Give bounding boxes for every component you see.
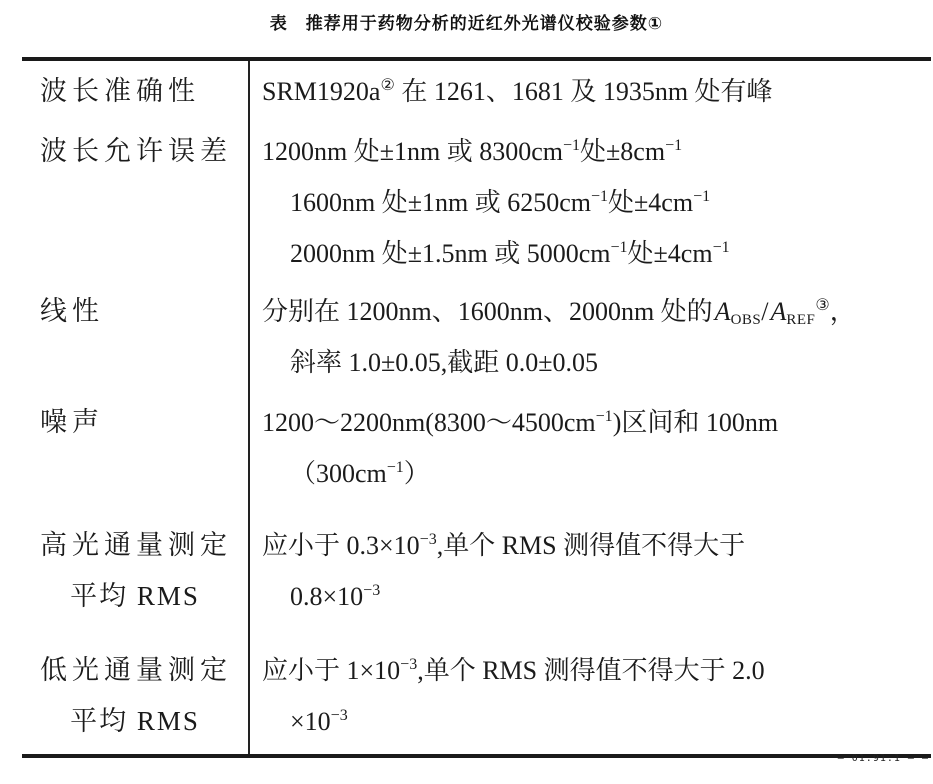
requirement-value-line: 分别在 1200nm、1600nm、2000nm 处的$A_{OBS}/A_{REF}^③$， — [262, 297, 856, 328]
scan-artifact: — 01.91.1 — — — [837, 753, 929, 764]
parameter-label-cell — [22, 397, 248, 448]
parameter-label-cell — [22, 126, 248, 177]
parameter-label-cell — [22, 520, 248, 622]
column-divider — [248, 61, 250, 754]
requirement-value-line: $0.8\times 10^{-3}$ — [290, 582, 381, 611]
table-row — [22, 645, 931, 747]
parameter-label-cell — [22, 66, 248, 117]
requirement-value-line: SRM1920a② 在 1261、1681 及 1935nm 处有峰 — [262, 77, 773, 106]
requirement-value-cell — [248, 397, 931, 499]
parameter-label-line: 平均 RMS — [70, 706, 200, 736]
table-row — [22, 520, 931, 622]
parameter-label-line: 高光通量测定 — [40, 530, 232, 560]
requirement-value-line: $1200\sim 2200nm(8300\sim 4500cm^{-1})$区间和 100nm — [262, 408, 779, 437]
requirement-value-line: 应小于 $1\times 10^{-3}$,单个 RMS 测得值不得大于 2.0 — [262, 656, 765, 685]
requirement-value-line: 斜率 1.0±0.05,截距 0.0±0.05 — [290, 348, 599, 377]
parameter-label-line: 噪声 — [40, 407, 104, 437]
requirement-value-line: 1600nm 处±1nm 或 $6250cm^{-1}$处$\pm 4cm^{-1}$ — [290, 188, 711, 217]
requirement-value-cell — [248, 645, 931, 747]
requirement-value-line: 1200nm 处±1nm 或 $8300cm^{-1}$处$\pm 8cm^{-1}$ — [262, 137, 683, 166]
requirement-value-cell — [248, 286, 931, 388]
table-row — [22, 397, 931, 499]
table-title: 表 推荐用于药物分析的近红外光谱仪校验参数① — [269, 14, 664, 33]
table-row — [22, 126, 931, 279]
requirement-value-line: 2000nm 处±1.5nm 或 $5000cm^{-1}$处$\pm 4cm^{-1}$ — [290, 239, 730, 268]
document-page — [0, 9, 933, 784]
parameter-label-cell — [22, 645, 248, 747]
parameter-label-line: 线性 — [40, 296, 104, 326]
requirement-value-line: 应小于 $0.3\times 10^{-3}$,单个 RMS 测得值不得大于 — [262, 531, 746, 560]
calibration-table — [22, 57, 931, 758]
parameter-label-line: 平均 RMS — [70, 581, 200, 611]
parameter-label-cell — [22, 286, 248, 337]
table-row — [22, 286, 931, 388]
parameter-label-line: 波长允许误差 — [40, 136, 232, 166]
requirement-value-line: $(300cm^{-1})$ — [290, 459, 430, 488]
table-row — [22, 66, 931, 117]
requirement-value-cell — [248, 126, 931, 279]
requirement-value-line: $\times 10^{-3}$ — [290, 707, 348, 736]
requirement-value-cell — [248, 66, 931, 117]
parameter-label-line: 波长准确性 — [40, 76, 200, 106]
requirement-value-cell — [248, 520, 931, 622]
parameter-label-line: 低光通量测定 — [40, 655, 232, 685]
